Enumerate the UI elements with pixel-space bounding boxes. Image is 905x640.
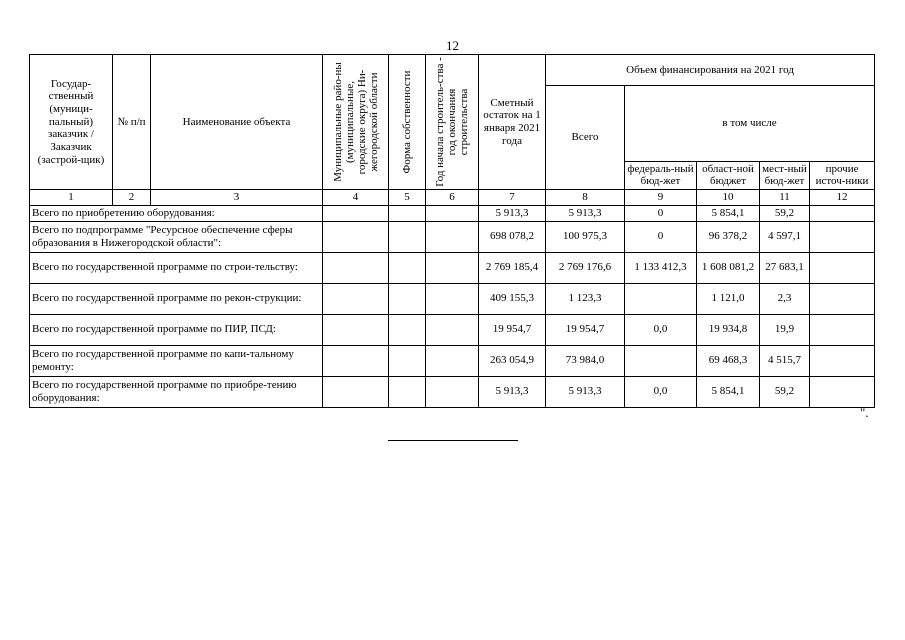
header-funding: Объем финансирования на 2021 год bbox=[546, 55, 875, 86]
cell-total: 100 975,3 bbox=[546, 221, 625, 252]
cell-other bbox=[810, 283, 875, 314]
col-number: 12 bbox=[810, 190, 875, 206]
cell-federal bbox=[625, 283, 697, 314]
cell-ownership bbox=[389, 283, 426, 314]
col-number: 2 bbox=[113, 190, 151, 206]
table-row bbox=[30, 221, 875, 252]
financing-table bbox=[29, 54, 875, 408]
cell-other bbox=[810, 221, 875, 252]
header-including: в том числе bbox=[625, 86, 875, 162]
cell-other bbox=[810, 376, 875, 407]
cell-local: 4 515,7 bbox=[760, 345, 810, 376]
cell-ownership bbox=[389, 206, 426, 222]
row-name: Всего по подпрограмме "Ресурсное обеспечение сферы образования в Нижегородской области": bbox=[30, 221, 323, 252]
table-row bbox=[30, 283, 875, 314]
cell-ownership bbox=[389, 376, 426, 407]
table-row bbox=[30, 252, 875, 283]
cell-other bbox=[810, 252, 875, 283]
cell-total: 5 913,3 bbox=[546, 206, 625, 222]
table-row bbox=[30, 314, 875, 345]
cell-federal bbox=[625, 345, 697, 376]
cell-years bbox=[426, 206, 479, 222]
cell-total: 2 769 176,6 bbox=[546, 252, 625, 283]
cell-estimate: 263 054,9 bbox=[479, 345, 546, 376]
col-number: 10 bbox=[697, 190, 760, 206]
row-name: Всего по государственной программе по приобре-тению оборудования: bbox=[30, 376, 323, 407]
cell-estimate: 698 078,2 bbox=[479, 221, 546, 252]
cell-total: 73 984,0 bbox=[546, 345, 625, 376]
header-ownership-text: Форма собственности bbox=[400, 70, 413, 174]
row-name: Всего по государственной программе по строи-тельству: bbox=[30, 252, 323, 283]
col-number: 9 bbox=[625, 190, 697, 206]
cell-local: 19,9 bbox=[760, 314, 810, 345]
cell-local: 27 683,1 bbox=[760, 252, 810, 283]
table-row bbox=[30, 206, 875, 222]
table-row bbox=[30, 376, 875, 407]
row-name: Всего по государственной программе по рекон-струкции: bbox=[30, 283, 323, 314]
header-other: прочие источ-ники bbox=[810, 161, 875, 189]
row-name: Всего по государственной программе по капи-тальному ремонту: bbox=[30, 345, 323, 376]
cell-years bbox=[426, 314, 479, 345]
cell-municipality bbox=[323, 221, 389, 252]
cell-federal: 0,0 bbox=[625, 314, 697, 345]
cell-ownership bbox=[389, 221, 426, 252]
header-ownership bbox=[389, 55, 426, 190]
cell-regional: 5 854,1 bbox=[697, 376, 760, 407]
cell-other bbox=[810, 314, 875, 345]
cell-total: 1 123,3 bbox=[546, 283, 625, 314]
header-number: № п/п bbox=[113, 55, 151, 190]
cell-federal: 1 133 412,3 bbox=[625, 252, 697, 283]
cell-federal: 0 bbox=[625, 206, 697, 222]
cell-estimate: 2 769 185,4 bbox=[479, 252, 546, 283]
cell-ownership bbox=[389, 252, 426, 283]
header-total: Всего bbox=[546, 86, 625, 190]
col-number: 5 bbox=[389, 190, 426, 206]
cell-municipality bbox=[323, 314, 389, 345]
cell-municipality bbox=[323, 376, 389, 407]
cell-ownership bbox=[389, 314, 426, 345]
cell-local: 59,2 bbox=[760, 376, 810, 407]
header-federal: федераль-ный бюд-жет bbox=[625, 161, 697, 189]
cell-years bbox=[426, 221, 479, 252]
cell-municipality bbox=[323, 252, 389, 283]
cell-ownership bbox=[389, 345, 426, 376]
cell-municipality bbox=[323, 283, 389, 314]
cell-federal: 0,0 bbox=[625, 376, 697, 407]
cell-years bbox=[426, 283, 479, 314]
table-row bbox=[30, 345, 875, 376]
cell-regional: 5 854,1 bbox=[697, 206, 760, 222]
cell-municipality bbox=[323, 206, 389, 222]
cell-federal: 0 bbox=[625, 221, 697, 252]
row-name: Всего по государственной программе по ПИР, ПСД: bbox=[30, 314, 323, 345]
cell-other bbox=[810, 345, 875, 376]
cell-total: 19 954,7 bbox=[546, 314, 625, 345]
separator-line bbox=[388, 440, 518, 441]
cell-regional: 1 608 081,2 bbox=[697, 252, 760, 283]
cell-municipality bbox=[323, 345, 389, 376]
cell-regional: 96 378,2 bbox=[697, 221, 760, 252]
cell-years bbox=[426, 345, 479, 376]
col-number: 6 bbox=[426, 190, 479, 206]
header-regional: област-ной бюджет bbox=[697, 161, 760, 189]
col-number: 1 bbox=[30, 190, 113, 206]
cell-estimate: 409 155,3 bbox=[479, 283, 546, 314]
header-object-name: Наименование объекта bbox=[151, 55, 323, 190]
cell-estimate: 5 913,3 bbox=[479, 376, 546, 407]
header-years bbox=[426, 55, 479, 190]
cell-regional: 19 934,8 bbox=[697, 314, 760, 345]
header-years-text: Год начала строитель-ства - год окончания строительства bbox=[433, 57, 471, 187]
col-number: 7 bbox=[479, 190, 546, 206]
cell-years bbox=[426, 252, 479, 283]
header-local: мест-ный бюд-жет bbox=[760, 161, 810, 189]
page-number: 12 bbox=[446, 38, 459, 53]
header-estimate: Сметный остаток на 1 января 2021 года bbox=[479, 55, 546, 190]
closing-quote-mark: ". bbox=[860, 405, 869, 420]
header-municipality-text: Муниципальные райо-ны (муниципальные, городские округа) Ни-жегородской области bbox=[331, 62, 380, 182]
cell-estimate: 19 954,7 bbox=[479, 314, 546, 345]
cell-local: 2,3 bbox=[760, 283, 810, 314]
cell-other bbox=[810, 206, 875, 222]
col-number: 4 bbox=[323, 190, 389, 206]
cell-years bbox=[426, 376, 479, 407]
header-municipality bbox=[323, 55, 389, 190]
col-number: 3 bbox=[151, 190, 323, 206]
col-number: 11 bbox=[760, 190, 810, 206]
cell-regional: 1 121,0 bbox=[697, 283, 760, 314]
cell-local: 4 597,1 bbox=[760, 221, 810, 252]
cell-regional: 69 468,3 bbox=[697, 345, 760, 376]
cell-local: 59,2 bbox=[760, 206, 810, 222]
col-number: 8 bbox=[546, 190, 625, 206]
cell-estimate: 5 913,3 bbox=[479, 206, 546, 222]
header-customer: Государ-ственный (муници-пальный) заказчик / Заказчик (застрой-щик) bbox=[30, 55, 113, 190]
row-name: Всего по приобретению оборудования: bbox=[30, 206, 323, 222]
cell-total: 5 913,3 bbox=[546, 376, 625, 407]
column-number-row bbox=[30, 190, 875, 206]
